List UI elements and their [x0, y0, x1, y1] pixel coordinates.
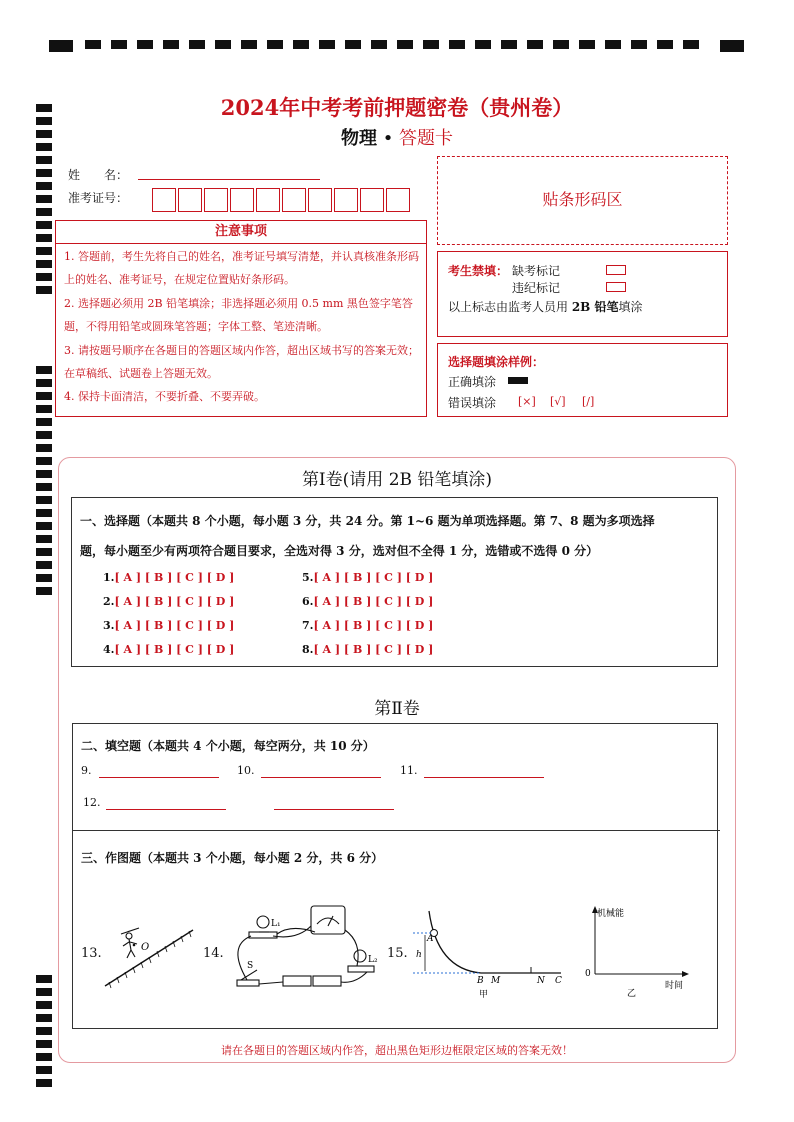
fill-blank-12b[interactable]: [274, 809, 394, 810]
name-field[interactable]: [138, 179, 320, 180]
fill-blank-11[interactable]: [424, 777, 544, 778]
person-figure: [121, 928, 139, 958]
figure-15-track[interactable]: [411, 909, 571, 1000]
id-digit-box[interactable]: [334, 188, 358, 212]
choice-section-heading-line1: 一、选择题（本题共 8 个小题，每小题 3 分，共 24 分。第 1~6 题为单项选择题。第 7、8 题为多项选择: [80, 514, 655, 528]
fill-label-10: 10.: [237, 764, 255, 777]
violation-label: 违纪标记: [512, 281, 561, 295]
page-title: 2024年中考考前押题密卷（贵州卷）: [220, 95, 574, 120]
label-a: A: [427, 934, 434, 944]
figure-14-circuit[interactable]: [227, 896, 378, 996]
id-digit-box[interactable]: [230, 188, 254, 212]
part2-title: 第Ⅱ卷: [374, 699, 420, 719]
wrong-fill-label: 错误填涂: [448, 396, 497, 410]
fill-section-heading: 二、填空题（本题共 4 个小题，每空两分，共 10 分）: [81, 739, 375, 753]
draw-section-heading: 三、作图题（本题共 3 个小题，每小题 2 分，共 6 分）: [81, 851, 384, 865]
fill-label-12: 12.: [83, 796, 101, 809]
label-c: C: [555, 976, 562, 986]
wrong-mark-check: [√]: [550, 395, 566, 408]
figure-13-incline[interactable]: [101, 902, 197, 990]
examiner-only-box: [437, 251, 728, 337]
id-digit-box[interactable]: [386, 188, 410, 212]
fill-blank-10[interactable]: [261, 777, 381, 778]
section-divider: [72, 830, 720, 831]
footer-warning: 请在各题目的答题区域内作答，超出黑色矩形边框限定区域的答案无效！: [221, 1044, 573, 1057]
notice-heading: 注意事项: [56, 221, 426, 244]
fill-sample-title: 选择题填涂样例：: [448, 355, 545, 369]
label-b: B: [477, 976, 484, 986]
question-row[interactable]: 4.[ A ] [ B ] [ C ] [ D ]: [103, 643, 235, 656]
fill-sample-box: [437, 343, 728, 417]
question-row[interactable]: 6.[ A ] [ B ] [ C ] [ D ]: [302, 595, 434, 608]
id-digit-box[interactable]: [282, 188, 306, 212]
fill-blank-12a[interactable]: [106, 809, 226, 810]
wrong-mark-cross: [×]: [518, 395, 536, 408]
label-l2: L₂: [368, 955, 378, 965]
correct-fill-mark: [508, 377, 528, 384]
choice-section-box: [71, 497, 718, 667]
examiner-only-label: 考生禁填：: [448, 264, 509, 278]
label-m: M: [491, 976, 501, 986]
question-row[interactable]: 7.[ A ] [ B ] [ C ] [ D ]: [302, 619, 434, 632]
notice-item: 4. 保持卡面清洁，不要折叠、不要弄破。: [64, 390, 265, 403]
wrong-mark-slash: [/]: [582, 395, 595, 408]
question-row[interactable]: 1.[ A ] [ B ] [ C ] [ D ]: [103, 571, 235, 584]
draw-label-13: 13.: [81, 946, 102, 961]
question-row[interactable]: 3.[ A ] [ B ] [ C ] [ D ]: [103, 619, 235, 632]
violation-mark-box[interactable]: [606, 282, 626, 292]
notice-item: 3. 请按题号顺序在各题目的答题区域内作答，超出区域书写的答案无效；在草稿纸、试题卷上答题无效。: [64, 344, 419, 380]
subject: 物理: [340, 128, 377, 149]
barcode-area: 贴条形码区: [437, 156, 728, 245]
absent-label: 缺考标记: [512, 264, 561, 278]
id-label: 准考证号：: [68, 191, 129, 205]
label-n: N: [537, 976, 545, 986]
id-digit-box[interactable]: [256, 188, 280, 212]
label-s: S: [247, 961, 254, 971]
notice-item: 1. 答题前，考生先将自己的姓名，准考证号填写清楚，并认真核准条形码上的姓名、准考证号，在规定位置贴好条形码。: [64, 250, 419, 286]
axis-origin-label: 0: [585, 969, 591, 979]
label-h: h: [416, 950, 422, 960]
examiner-note: 以上标志由监考人员用 2B 铅笔填涂: [448, 300, 643, 314]
part1-title: 第Ⅰ卷(请用 2B 铅笔填涂): [301, 470, 493, 490]
id-digit-box[interactable]: [178, 188, 202, 212]
subtitle-dot: •: [382, 128, 394, 149]
notice-box: [55, 220, 427, 417]
id-digit-box[interactable]: [204, 188, 228, 212]
part2-box: [72, 723, 718, 1029]
axis-x-label: 时间: [665, 981, 684, 991]
question-row[interactable]: 5.[ A ] [ B ] [ C ] [ D ]: [302, 571, 434, 584]
id-digit-box[interactable]: [360, 188, 384, 212]
absent-mark-box[interactable]: [606, 265, 626, 275]
question-row[interactable]: 2.[ A ] [ B ] [ C ] [ D ]: [103, 595, 235, 608]
caption-yi: 乙: [627, 989, 637, 999]
fill-label-11: 11.: [400, 764, 418, 777]
card-label: 答题卡: [399, 128, 454, 149]
subtitle: [0, 124, 794, 150]
question-row[interactable]: 8.[ A ] [ B ] [ C ] [ D ]: [302, 643, 434, 656]
correct-fill-label: 正确填涂: [448, 375, 497, 389]
choice-section-heading-line2: 题，每小题至少有两项符合题目要求，全选对得 3 分，选对但不全得 1 分，选错或不选得 0 分）: [80, 544, 599, 558]
fill-label-9: 9.: [81, 764, 92, 777]
notice-item: 2. 选择题必须用 2B 铅笔填涂；非选择题必须用 0.5 mm 黑色签字笔答题，不得用铅笔或圆珠笔答题；字体工整、笔迹清晰。: [64, 297, 413, 333]
draw-label-15: 15.: [387, 946, 408, 961]
draw-label-14: 14.: [203, 946, 224, 961]
id-digit-box[interactable]: [152, 188, 176, 212]
fill-blank-9[interactable]: [99, 777, 219, 778]
label-o: O: [141, 942, 150, 953]
name-label: 姓 名：: [68, 168, 129, 182]
axis-y-label: 机械能: [597, 909, 625, 919]
caption-jia: 甲: [479, 990, 489, 1000]
label-l1: L₁: [271, 919, 281, 929]
figure-15-energy-axes[interactable]: [581, 904, 693, 999]
id-digit-box[interactable]: [308, 188, 332, 212]
